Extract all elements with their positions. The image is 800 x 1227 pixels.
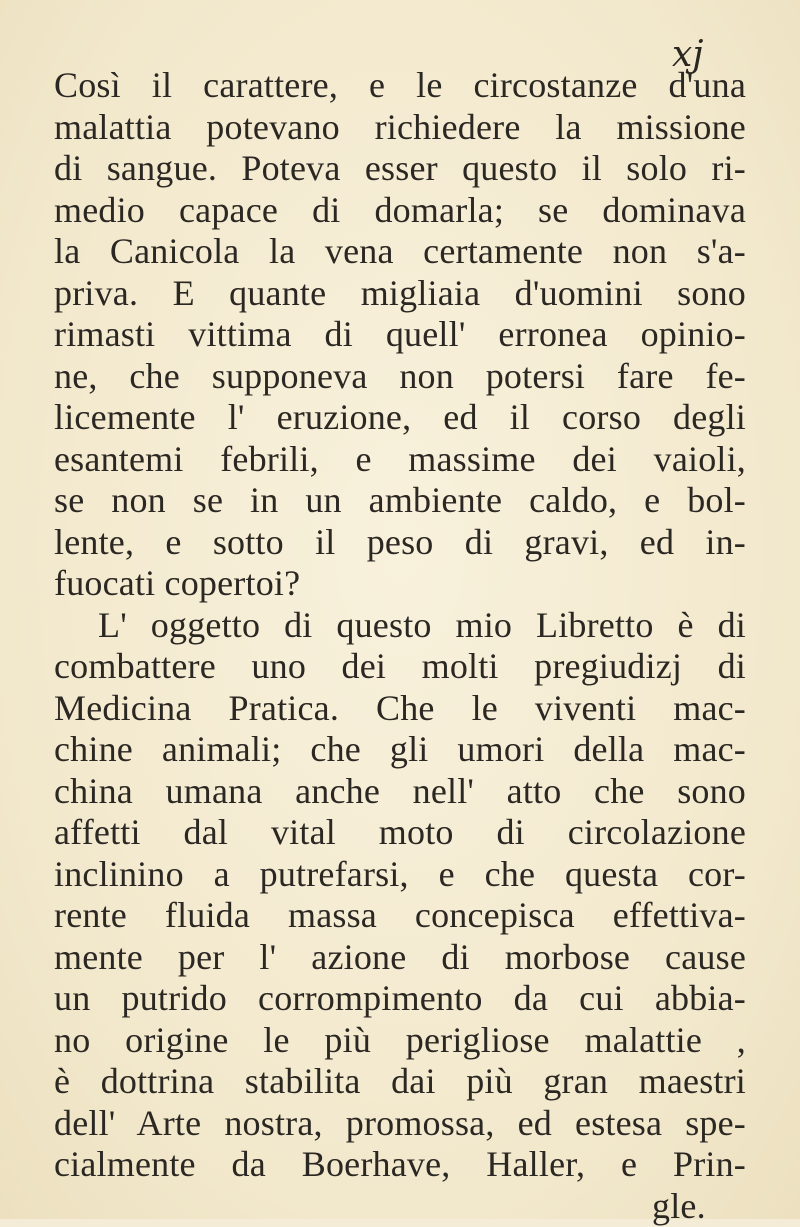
- text-line: mente per l' azione di morbose cause: [54, 937, 746, 977]
- text-line: un putrido corrompimento da cui abbia-: [54, 978, 746, 1018]
- text-line: priva. E quante migliaia d'uomini sono: [54, 273, 746, 313]
- text-line: china umana anche nell' atto che sono: [54, 771, 746, 811]
- text-line: è dottrina stabilita dai più gran maestri: [54, 1061, 746, 1101]
- text-line: fuocati copertoi?: [54, 563, 301, 603]
- text-line: se non se in un ambiente caldo, e bol-: [54, 480, 746, 520]
- text-line: dell' Arte nostra, promossa, ed estesa spe-: [54, 1103, 746, 1143]
- text-line: rimasti vittima di quell' erronea opinio-: [54, 314, 746, 354]
- text-line: Medicina Pratica. Che le viventi mac-: [54, 688, 746, 728]
- text-line: ne, che supponeva non potersi fare fe-: [54, 356, 746, 396]
- text-line: no origine le più perigliose malattie ,: [54, 1020, 746, 1060]
- text-line: la Canicola la vena certamente non s'a-: [54, 231, 746, 271]
- text-line: di sangue. Poteva esser questo il solo ri-: [54, 148, 746, 188]
- text-line: gle.: [652, 1186, 706, 1226]
- text-line: esantemi febrili, e massime dei vaioli,: [54, 439, 746, 479]
- text-line: inclinino a putrefarsi, e che questa cor-: [54, 854, 746, 894]
- text-line: affetti dal vital moto di circolazione: [54, 812, 746, 852]
- text-line: cialmente da Boerhave, Haller, e Prin-: [54, 1144, 746, 1184]
- text-line: combattere uno dei molti pregiudizj di: [54, 646, 746, 686]
- text-line: malattia potevano richiedere la missione: [54, 107, 746, 147]
- text-line: medio capace di domarla; se dominava: [54, 190, 746, 230]
- page-number: xj: [672, 34, 704, 75]
- text-line: Così il carattere, e le circostanze d'una: [54, 65, 746, 105]
- text-line: lente, e sotto il peso di gravi, ed in-: [54, 522, 746, 562]
- text-line: licemente l' eruzione, ed il corso degli: [54, 397, 746, 437]
- text-line: L' oggetto di questo mio Libretto è di: [98, 605, 746, 645]
- text-line: rente fluida massa concepisca effettiva-: [54, 895, 746, 935]
- text-line: chine animali; che gli umori della mac-: [54, 729, 746, 769]
